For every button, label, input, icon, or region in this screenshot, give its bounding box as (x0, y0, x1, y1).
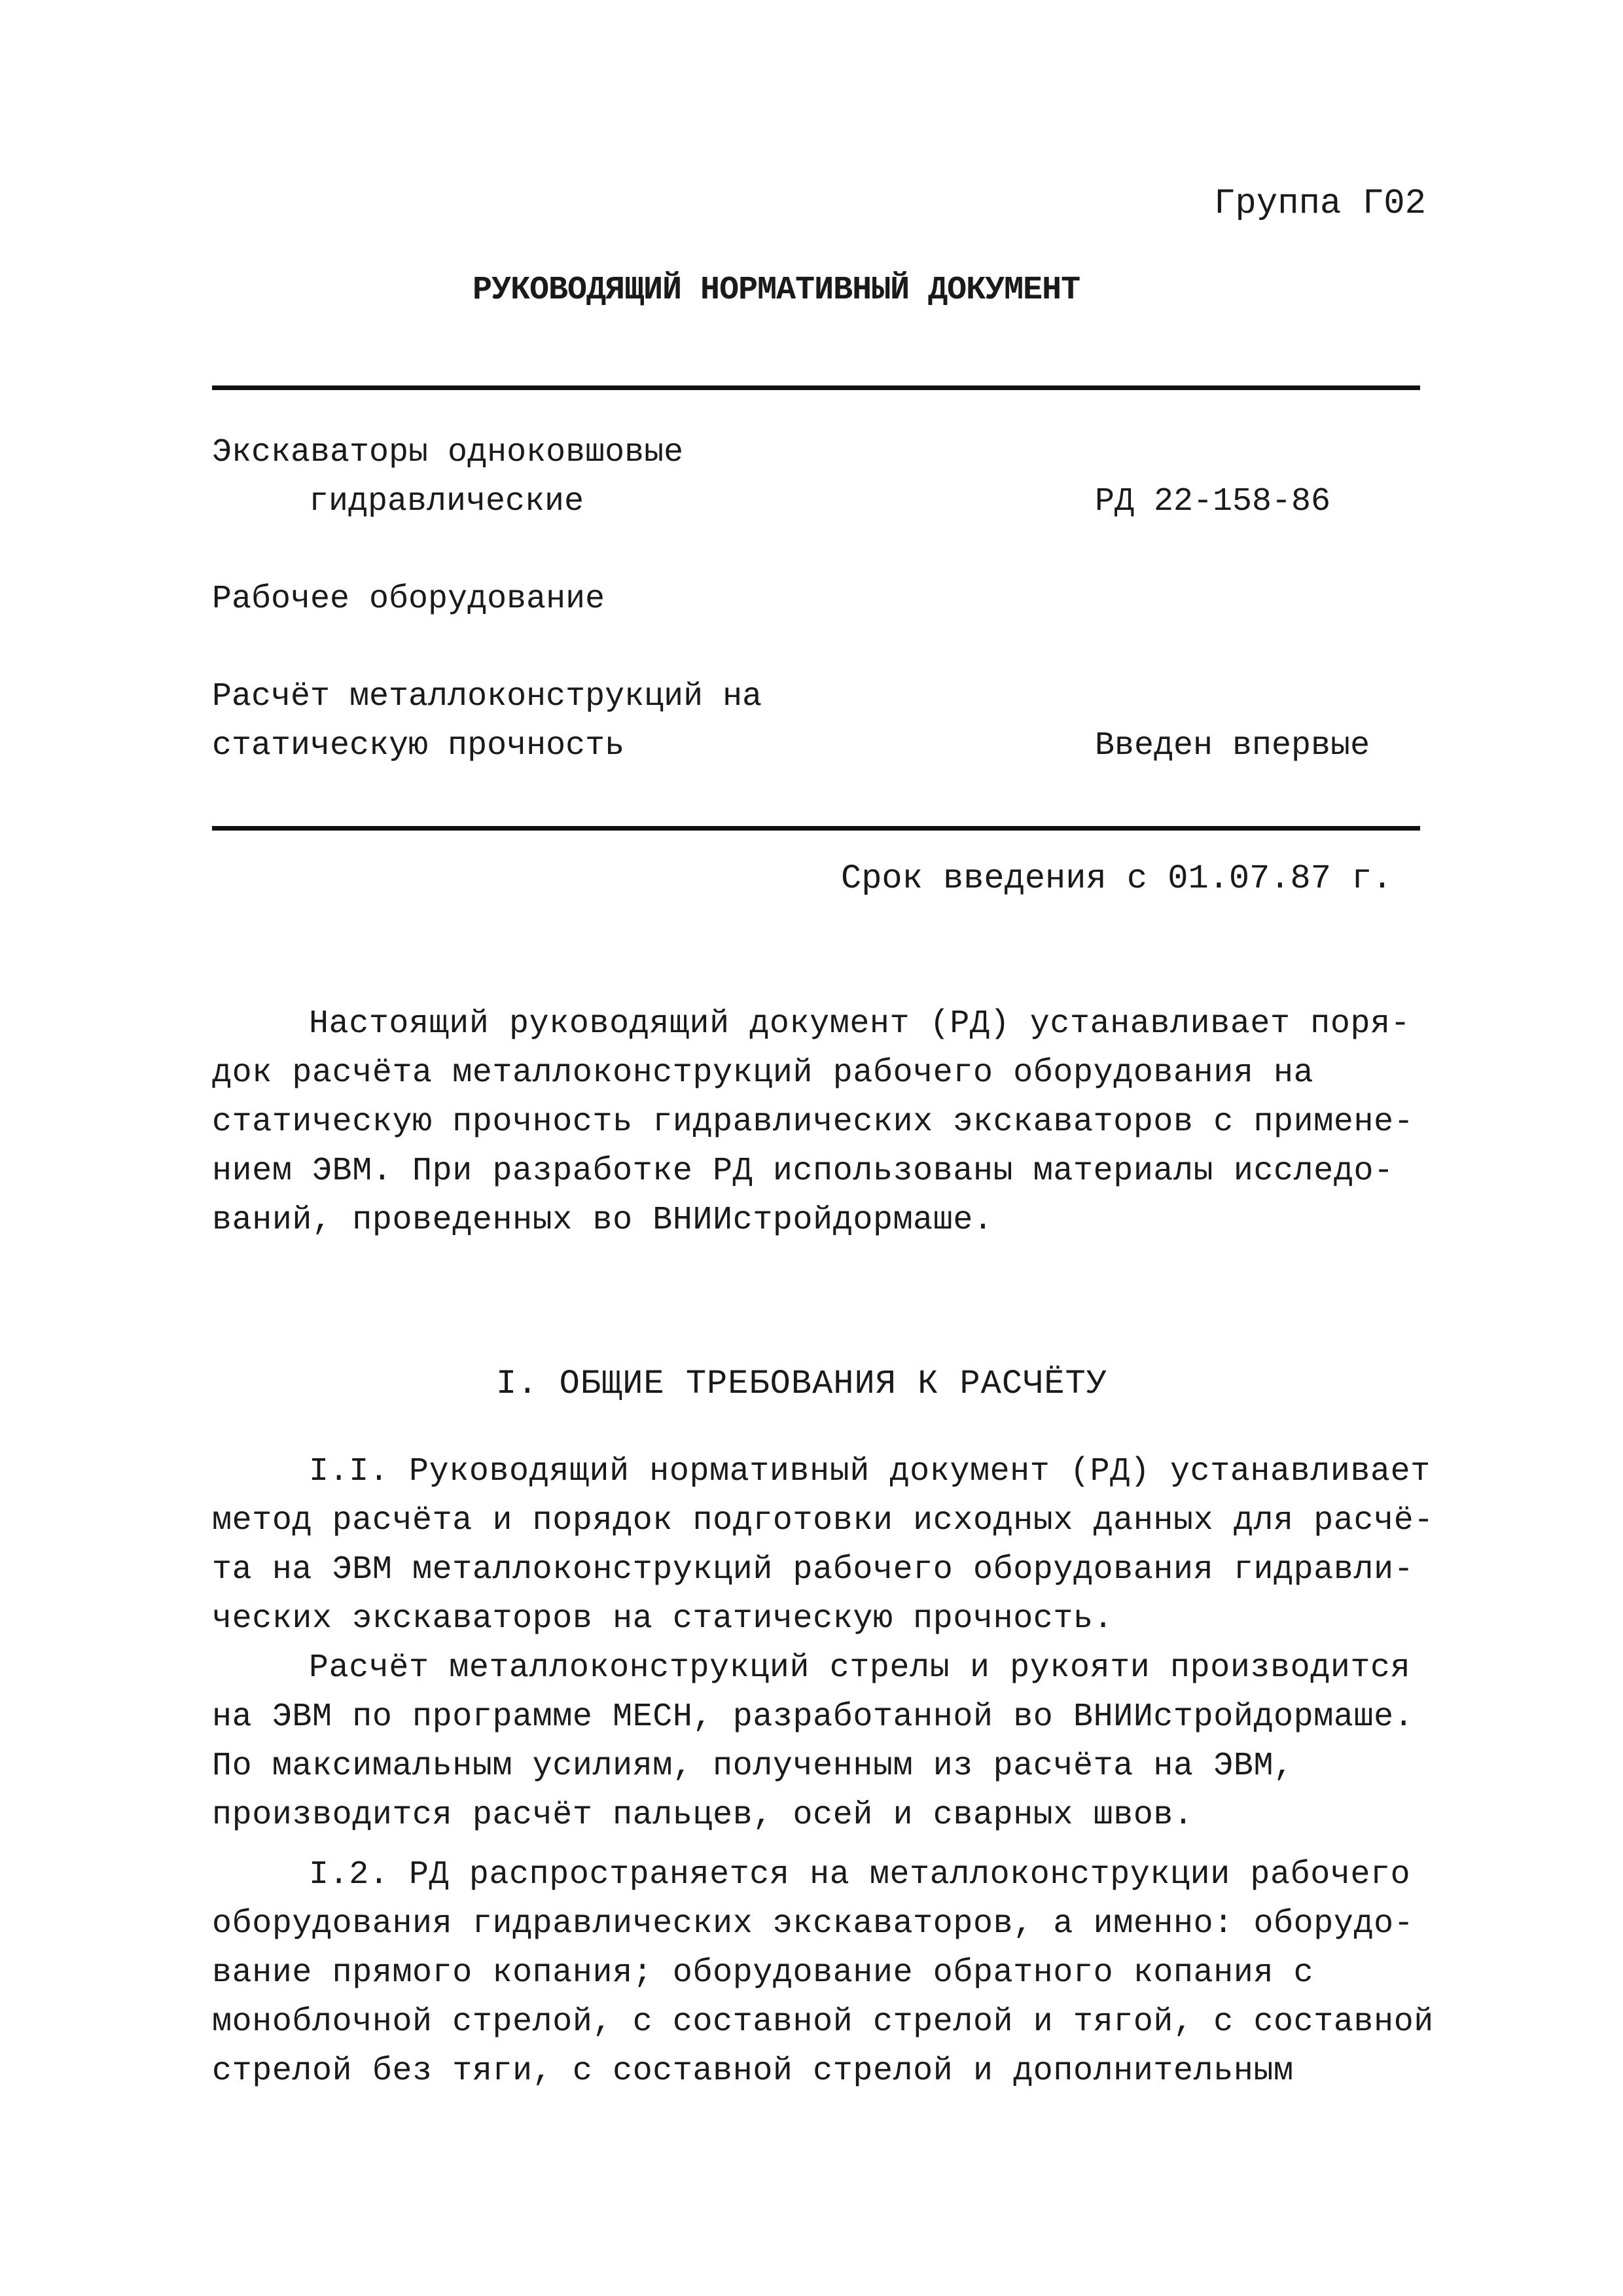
paragraph-line: По максимальным усилиям, полученным из расчёта на ЭВМ, (212, 1748, 1294, 1785)
paragraph-line: оборудования гидравлических экскаваторов, а именно: оборудо- (212, 1905, 1414, 1943)
document-code: РД 22-158-86 (1095, 483, 1331, 520)
top-rule (212, 386, 1420, 390)
paragraph-line: метод расчёта и порядок подготовки исходных данных для расчё- (212, 1502, 1434, 1539)
group-label: Группа Г02 (1214, 184, 1427, 224)
intro-line: нием ЭВМ. При разработке РД использованы материалы исследо- (212, 1153, 1394, 1190)
document-type-title: РУКОВОДЯЩИЙ НОРМАТИВНЫЙ ДОКУМЕНТ (473, 272, 1080, 309)
section-paragraph-1 (212, 1447, 1434, 1643)
paragraph-line: производится расчёт пальцев, осей и сварных швов. (212, 1797, 1194, 1834)
title-line-2: гидравлические (309, 483, 584, 520)
paragraph-line: та на ЭВМ металлоконструкций рабочего оборудования гидравли- (212, 1551, 1414, 1588)
paragraph-line: вание прямого копания; оборудование обратного копания с (212, 1954, 1314, 1992)
paragraph-line: на ЭВМ по программе МЕСН, разработанной во ВНИИстройдормаше. (212, 1698, 1414, 1736)
paragraph-line: ческих экскаваторов на статическую прочность. (212, 1600, 1114, 1638)
intro-line: статическую прочность гидравлических экскаваторов с примене- (212, 1103, 1414, 1141)
status-label: Введен впервые (1095, 727, 1370, 764)
section-heading: I. ОБЩИЕ ТРЕБОВАНИЯ К РАСЧЁТУ (496, 1365, 1107, 1403)
effective-date: Срок введения с 01.07.87 г. (841, 859, 1393, 898)
title-line-4: Расчёт металлоконструкций на (212, 678, 762, 715)
section-paragraph-3 (212, 1850, 1434, 2096)
intro-paragraph (212, 999, 1414, 1245)
intro-line: ваний, проведенных во ВНИИстройдормаше. (212, 1202, 993, 1239)
title-line-5: статическую прочность (212, 727, 625, 764)
paragraph-line: I.2. РД распространяется на металлоконструкции рабочего (309, 1856, 1411, 1893)
title-line-1: Экскаваторы одноковшовые (212, 434, 684, 471)
paragraph-line: Расчёт металлоконструкций стрелы и рукояти производится (309, 1649, 1411, 1687)
paragraph-line: стрелой без тяги, с составной стрелой и дополнительным (212, 2053, 1294, 2090)
bottom-rule (212, 826, 1420, 831)
title-line-3: Рабочее оборудование (212, 581, 605, 618)
intro-line: док расчёта металлоконструкций рабочего оборудования на (212, 1054, 1314, 1092)
paragraph-line: моноблочной стрелой, с составной стрелой и тягой, с составной (212, 2003, 1434, 2041)
paragraph-line: I.I. Руководящий нормативный документ (РД) устанавливает (309, 1453, 1431, 1490)
section-paragraph-2 (212, 1643, 1414, 1840)
intro-line: Настоящий руководящий документ (РД) устанавливает поря- (309, 1005, 1411, 1043)
